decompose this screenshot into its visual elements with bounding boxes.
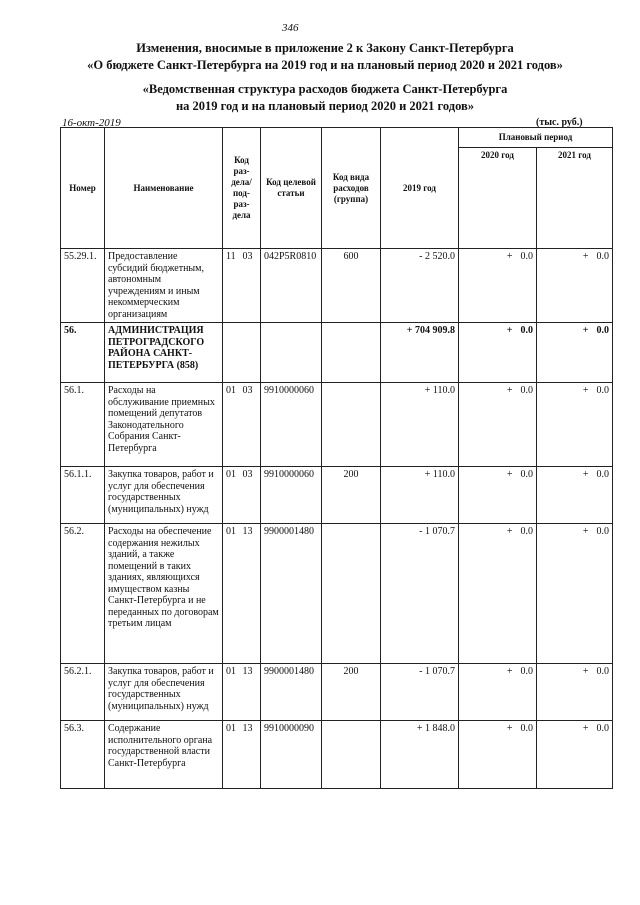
row-target-code	[261, 323, 322, 383]
plus-sign: +	[582, 325, 589, 336]
row-number: 56.3.	[61, 721, 105, 789]
row-2020-value	[459, 524, 537, 664]
plus-sign: +	[582, 251, 589, 262]
row-target-code: 9910000060	[261, 467, 322, 524]
row-2020-amount: 0.0	[520, 469, 533, 480]
row-type-code: 200	[322, 664, 381, 721]
row-name: АДМИНИСТРАЦИЯ ПЕТРОГРАДСКОГО РАЙОНА САНКТ-ПЕТЕРБУРГА (858)	[105, 323, 223, 383]
table-row	[61, 467, 613, 524]
row-type-code: 200	[322, 467, 381, 524]
document-date: 16-окт-2019	[62, 117, 121, 129]
row-2021-amount: 0.0	[596, 526, 609, 537]
header-2021: 2021 год	[537, 148, 613, 249]
row-type-code	[322, 721, 381, 789]
page-number: 346	[282, 22, 299, 34]
row-type-code	[322, 524, 381, 664]
row-subsection-code: 13	[242, 666, 253, 677]
row-2020-amount: 0.0	[520, 385, 533, 396]
row-2021-amount: 0.0	[596, 251, 609, 262]
row-number: 55.29.1.	[61, 249, 105, 323]
row-name: Закупка товаров, работ и услуг для обеспечения государственных (муниципальных) нужд	[105, 664, 223, 721]
row-section	[223, 524, 261, 664]
row-number: 56.2.1.	[61, 664, 105, 721]
row-subsection-code: 03	[242, 385, 253, 396]
header-planned-period: Плановый период	[459, 128, 613, 148]
plus-sign: +	[582, 526, 589, 537]
row-2021-amount: 0.0	[596, 325, 609, 336]
row-2020-amount: 0.0	[520, 723, 533, 734]
header-2020: 2020 год	[459, 148, 537, 249]
table-row	[61, 524, 613, 664]
header-target: Код целевой статьи	[261, 128, 322, 249]
row-section-code: 01	[226, 666, 236, 677]
header-number: Номер	[61, 128, 105, 249]
row-2019-value: - 1 070.7	[381, 524, 459, 664]
row-2020-value	[459, 383, 537, 467]
table-row	[61, 383, 613, 467]
budget-table	[60, 127, 613, 789]
row-subsection-code: 03	[242, 469, 253, 480]
row-2021-value	[537, 323, 613, 383]
appendix-title-line-2: на 2019 год и на плановый период 2020 и 2021 годов»	[175, 99, 475, 113]
plus-sign: +	[506, 251, 513, 262]
row-type-code	[322, 383, 381, 467]
row-target-code: 9910000090	[261, 721, 322, 789]
row-2021-value	[537, 721, 613, 789]
row-section	[223, 664, 261, 721]
row-target-code: 9900001480	[261, 664, 322, 721]
row-number: 56.2.	[61, 524, 105, 664]
row-type-code	[322, 323, 381, 383]
table-row	[61, 721, 613, 789]
units-label: (тыс. руб.)	[536, 117, 583, 128]
row-type-code: 600	[322, 249, 381, 323]
header-name: Наименование	[105, 128, 223, 249]
row-2019-value: - 2 520.0	[381, 249, 459, 323]
title-line-2: «О бюджете Санкт-Петербурга на 2019 год и на плановый период 2020 и 2021 годов»	[87, 58, 563, 72]
row-2021-amount: 0.0	[596, 666, 609, 677]
row-2021-value	[537, 383, 613, 467]
row-2020-value	[459, 249, 537, 323]
plus-sign: +	[506, 325, 513, 336]
row-2021-value	[537, 249, 613, 323]
row-number: 56.	[61, 323, 105, 383]
plus-sign: +	[582, 723, 589, 734]
row-number: 56.1.	[61, 383, 105, 467]
row-2020-amount: 0.0	[520, 251, 533, 262]
row-target-code: 9910000060	[261, 383, 322, 467]
row-2020-amount: 0.0	[520, 666, 533, 677]
row-section	[223, 721, 261, 789]
row-section-code: 01	[226, 526, 236, 537]
row-name: Предоставление субсидий бюджетным, автономным учреждениям и иным некоммерческим организациям	[105, 249, 223, 323]
row-2020-amount: 0.0	[520, 526, 533, 537]
title-line-1: Изменения, вносимые в приложение 2 к Закону Санкт-Петербурга	[136, 41, 514, 55]
row-2019-value: + 110.0	[381, 467, 459, 524]
row-2019-value: + 704 909.8	[381, 323, 459, 383]
row-subsection-code: 13	[242, 723, 253, 734]
row-name: Содержание исполнительного органа государственной власти Санкт-Петербурга	[105, 721, 223, 789]
row-2020-value	[459, 664, 537, 721]
appendix-title-line-1: «Ведомственная структура расходов бюджета Санкт-Петербурга	[142, 82, 508, 96]
row-2021-value	[537, 467, 613, 524]
plus-sign: +	[506, 385, 513, 396]
header-section: Код раз- дела/ под- раз- дела	[223, 128, 261, 249]
row-section	[223, 249, 261, 323]
document-title	[40, 40, 610, 74]
table-row	[61, 323, 613, 383]
plus-sign: +	[582, 385, 589, 396]
row-2020-value	[459, 467, 537, 524]
row-section	[223, 467, 261, 524]
row-section	[223, 383, 261, 467]
row-section-code: 01	[226, 723, 236, 734]
row-2021-amount: 0.0	[596, 723, 609, 734]
table-row	[61, 664, 613, 721]
row-target-code: 9900001480	[261, 524, 322, 664]
row-2021-amount: 0.0	[596, 385, 609, 396]
row-2020-value	[459, 323, 537, 383]
header-type: Код вида расходов (группа)	[322, 128, 381, 249]
row-section-code: 01	[226, 469, 236, 480]
table-row	[61, 249, 613, 323]
row-2019-value: + 110.0	[381, 383, 459, 467]
row-2021-value	[537, 524, 613, 664]
row-section-code: 11	[226, 251, 236, 262]
plus-sign: +	[506, 666, 513, 677]
appendix-title	[40, 81, 610, 115]
header-2019: 2019 год	[381, 128, 459, 249]
plus-sign: +	[582, 469, 589, 480]
row-section	[223, 323, 261, 383]
row-2020-amount: 0.0	[520, 325, 533, 336]
row-name: Закупка товаров, работ и услуг для обеспечения государственных (муниципальных) нужд	[105, 467, 223, 524]
row-subsection-code: 13	[242, 526, 253, 537]
row-2019-value: + 1 848.0	[381, 721, 459, 789]
plus-sign: +	[506, 469, 513, 480]
row-2019-value: - 1 070.7	[381, 664, 459, 721]
row-2020-value	[459, 721, 537, 789]
row-name: Расходы на обеспечение содержания нежилых зданий, а также помещений в таких зданиях, являющихся имуществом казны Санкт-Петербурга и не переданных по договорам третьим лицам	[105, 524, 223, 664]
plus-sign: +	[582, 666, 589, 677]
row-section-code: 01	[226, 385, 236, 396]
row-subsection-code: 03	[242, 251, 253, 262]
plus-sign: +	[506, 526, 513, 537]
row-target-code: 042P5R0810	[261, 249, 322, 323]
row-2021-value	[537, 664, 613, 721]
row-number: 56.1.1.	[61, 467, 105, 524]
row-name: Расходы на обслуживание приемных помещений депутатов Законодательного Собрания Санкт-Петербурга	[105, 383, 223, 467]
row-2021-amount: 0.0	[596, 469, 609, 480]
plus-sign: +	[506, 723, 513, 734]
